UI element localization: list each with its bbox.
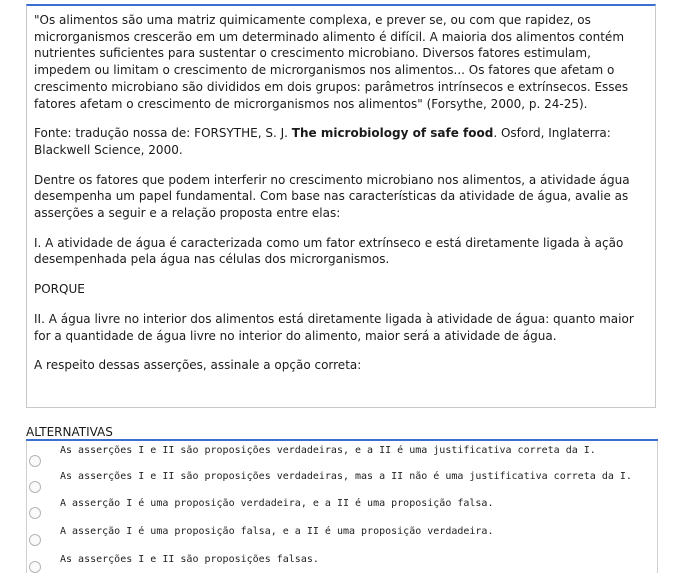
- alternatives-title: ALTERNATIVAS: [26, 425, 113, 439]
- radio-button[interactable]: [29, 561, 41, 573]
- question-box: [26, 4, 656, 408]
- assertion-2: II. A água livre no interior dos alimentos está diretamente ligada à atividade de água: quanto maior for a quantidade de água livre no interior do alimento, maior será a atividade de água.: [34, 311, 634, 343]
- assertion-connector: PORQUE: [34, 282, 85, 297]
- alternative-label: As asserções I e II são proposições verdadeiras, mas a II não é uma justificativa correta da I.: [60, 471, 632, 482]
- alternative-label: A asserção I é uma proposição falsa, e a II é uma proposição verdadeira.: [60, 526, 494, 537]
- alternative-label: A asserção I é uma proposição verdadeira, e a II é uma proposição falsa.: [60, 498, 494, 509]
- alternative-label: As asserções I e II são proposições verdadeiras, e a II é uma justificativa correta da I.: [60, 445, 596, 456]
- radio-button[interactable]: [29, 507, 41, 519]
- assertion-1: I. A atividade de água é caracterizada como um fator extrínseco e está diretamente ligada à ação desempenhada pela água nas células dos microrganismos.: [34, 235, 624, 267]
- question-source: [34, 125, 648, 158]
- source-title: The microbiology of safe food: [291, 126, 494, 141]
- alternative-option-5[interactable]: [27, 549, 659, 575]
- alternative-option-2[interactable]: [27, 468, 659, 494]
- alternative-option-3[interactable]: [27, 495, 659, 521]
- alternative-option-4[interactable]: [27, 522, 659, 548]
- source-suffix: . Osford, Inglaterra: Blackwell Science, 2000.: [34, 126, 611, 157]
- alternative-label: As asserções I e II são proposições falsas.: [60, 554, 319, 565]
- alternatives-list: [26, 441, 658, 573]
- question-prompt: A respeito dessas asserções, assinale a opção correta:: [34, 358, 362, 373]
- radio-button[interactable]: [29, 455, 41, 467]
- radio-button[interactable]: [29, 481, 41, 493]
- question-intro: Dentre os fatores que podem interferir no crescimento microbiano nos alimentos, a atividade água desempenha um papel fundamental. Com base nas características da atividade de água, avalie as asserções a seguir e a relação proposta entre elas:: [34, 172, 630, 221]
- source-prefix: Fonte: tradução nossa de: FORSYTHE, S. J.: [34, 126, 292, 141]
- alternative-option-1[interactable]: [27, 441, 659, 467]
- radio-button[interactable]: [29, 534, 41, 546]
- question-quote: "Os alimentos são uma matriz quimicamente complexa, e prever se, ou com que rapidez, os microrganismos crescerão em um determinado alimento é difícil. A maioria dos alimentos contém nutrientes suficientes para sustentar o crescimento microbiano. Diversos fatores estimulam, impedem ou limitam o crescimento de microrganismos nos alimentos... Os fatores que afetam o crescimento microbiano são divididos em dois grupos: parâmetros intrínsecos e extrínsecos. Esses fatores afetam o crescimento de microrganismos nos alimentos" (Forsythe, 2000, p. 24-25).: [34, 13, 629, 111]
